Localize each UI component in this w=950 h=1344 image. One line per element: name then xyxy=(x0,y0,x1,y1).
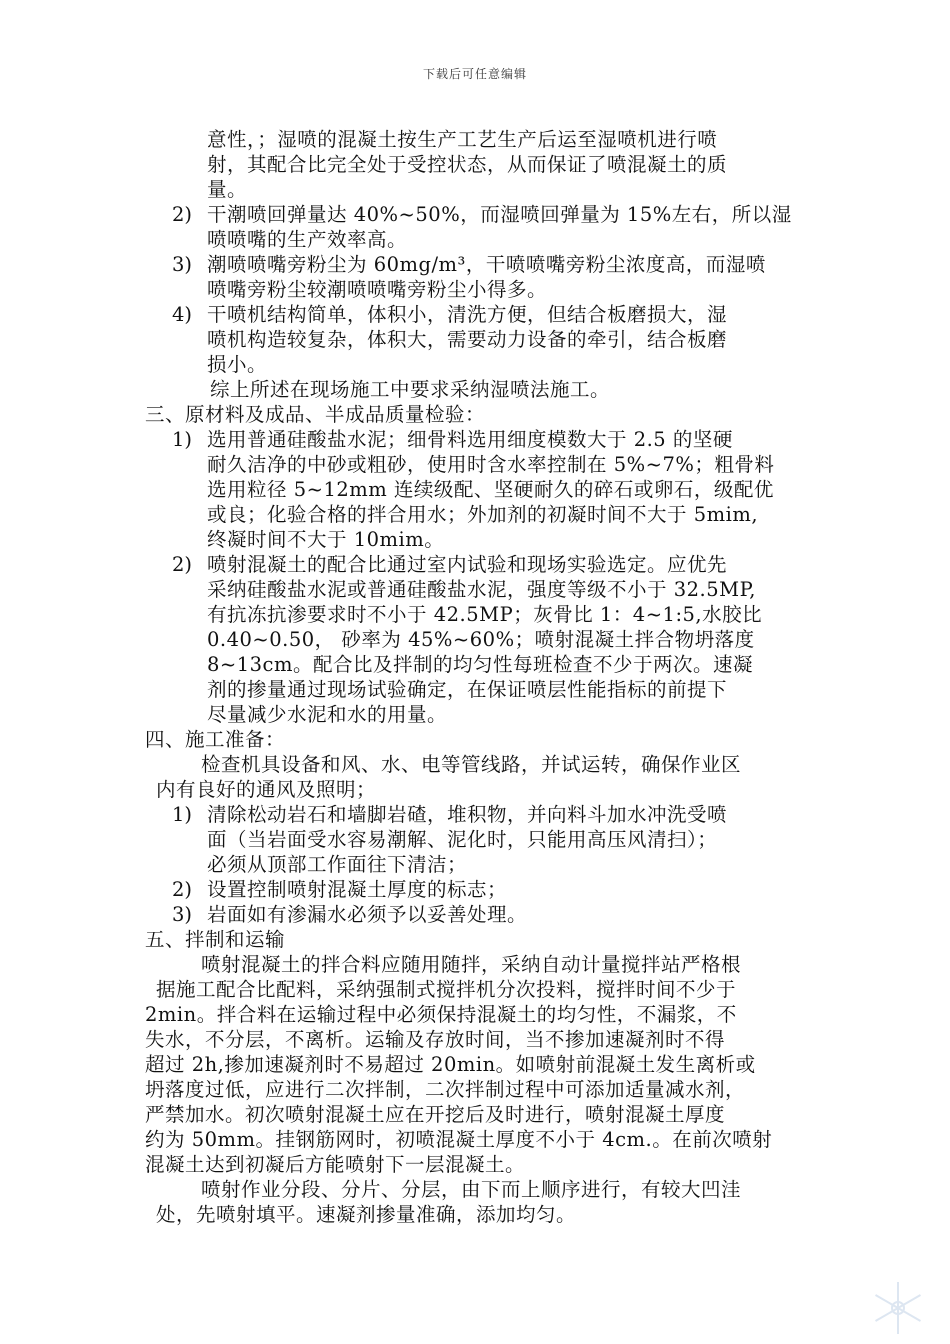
snowflake-watermark-icon xyxy=(868,1278,928,1338)
text-line: 干喷机结构简单，体积小，清洗方便，但结合板磨损大，湿 xyxy=(207,303,728,326)
text-line: 五、拌制和运输 xyxy=(145,928,286,951)
text-line: 选用粒径 5~12mm 连续级配、坚硬耐久的碎石或卵石，级配优 xyxy=(207,478,774,501)
text-line: 失水，不分层，不离析。运输及存放时间，当不掺加速凝剂时不得 xyxy=(145,1028,726,1051)
text-line: 喷机构造较复杂，体积大，需要动力设备的牵引，结合板磨 xyxy=(207,328,728,351)
text-line: 耐久洁净的中砂或粗砂，使用时含水率控制在 5%~7%；粗骨料 xyxy=(207,453,775,476)
text-line: 设置控制喷射混凝土厚度的标志； xyxy=(207,878,508,901)
text-line: 损小。 xyxy=(207,353,268,376)
list-number: 4) xyxy=(172,303,193,326)
list-number: 2) xyxy=(172,203,193,226)
text-line: 检查机具设备和风、水、电等管线路，并试运转，确保作业区 xyxy=(201,753,742,776)
text-line: 喷射混凝土的配合比通过室内试验和现场实验选定。应优先 xyxy=(207,553,728,576)
text-line: 综上所述在现场施工中要求采纳湿喷法施工。 xyxy=(210,378,611,401)
text-line: 干潮喷回弹量达 40%~50%，而湿喷回弹量为 15%左右，所以湿 xyxy=(207,203,792,226)
text-line: 清除松动岩石和墙脚岩碴，堆积物，并向料斗加水冲洗受喷 xyxy=(207,803,728,826)
text-line: 有抗冻抗渗要求时不小于 42.5MP；灰骨比 1：4~1:5,水胶比 xyxy=(207,603,763,626)
text-line: 内有良好的通风及照明； xyxy=(156,778,377,801)
text-line: 据施工配合比配料，采纳强制式搅拌机分次投料，搅拌时间不少于 xyxy=(156,978,737,1001)
text-line: 处，先喷射填平。速凝剂掺量准确，添加均匀。 xyxy=(156,1203,577,1226)
list-number: 2) xyxy=(172,553,193,576)
page-header: 下载后可任意编辑 xyxy=(422,67,527,81)
list-number: 3) xyxy=(172,253,193,276)
text-line: 必须从顶部工作面往下清洁； xyxy=(207,853,468,876)
text-line: 约为 50mm。挂钢筋网时，初喷混凝土厚度不小于 4cm.。在前次喷射 xyxy=(145,1128,773,1151)
list-number: 3) xyxy=(172,903,193,926)
text-line: 坍落度过低，应进行二次拌制，二次拌制过程中可添加适量减水剂， xyxy=(145,1078,746,1101)
text-line: 量。 xyxy=(207,178,248,201)
text-line: 混凝土达到初凝后方能喷射下一层混凝土。 xyxy=(145,1153,526,1176)
text-line: 岩面如有渗漏水必须予以妥善处理。 xyxy=(207,903,528,926)
text-line: 面（当岩面受水容易潮解、泥化时，只能用高压风清扫）； xyxy=(207,828,718,851)
text-line: 喷喷嘴的生产效率高。 xyxy=(207,228,408,251)
text-line: 射，其配合比完全处于受控状态，从而保证了喷混凝土的质 xyxy=(207,153,728,176)
text-line: 剂的掺量通过现场试验确定，在保证喷层性能指标的前提下 xyxy=(207,678,728,701)
text-line: 超过 2h,掺加速凝剂时不易超过 20min。如喷射前混凝土发生离析或 xyxy=(145,1053,756,1076)
list-number: 2) xyxy=(172,878,193,901)
text-line: 终凝时间不大于 10mim。 xyxy=(207,528,445,551)
list-number: 1) xyxy=(172,803,193,826)
text-line: 意性，；湿喷的混凝土按生产工艺生产后运至湿喷机进行喷 xyxy=(207,128,718,151)
text-line: 喷射作业分段、分片、分层，由下而上顺序进行，有较大凹洼 xyxy=(201,1178,742,1201)
list-number: 1) xyxy=(172,428,193,451)
text-line: 采纳硅酸盐水泥或普通硅酸盐水泥，强度等级不小于 32.5MP, xyxy=(207,578,756,601)
text-line: 喷嘴旁粉尘较潮喷喷嘴旁粉尘小得多。 xyxy=(207,278,548,301)
text-line: 喷射混凝土的拌合料应随用随拌，采纳自动计量搅拌站严格根 xyxy=(201,953,742,976)
text-line: 8~13cm。配合比及拌制的均匀性每班检查不少于两次。速凝 xyxy=(207,653,753,676)
text-line: 选用普通硅酸盐水泥；细骨料选用细度模数大于 2.5 的坚硬 xyxy=(207,428,733,451)
text-line: 四、施工准备： xyxy=(145,728,286,751)
text-line: 潮喷喷嘴旁粉尘为 60mg/m³，干喷喷嘴旁粉尘浓度高，而湿喷 xyxy=(207,253,766,276)
text-line: 三、原材料及成品、半成品质量检验： xyxy=(145,403,486,426)
text-line: 0.40~0.50， 砂率为 45%~60%；喷射混凝土拌合物坍落度 xyxy=(207,628,755,651)
text-line: 2min。拌合料在运输过程中必须保持混凝土的均匀性，不漏浆，不 xyxy=(145,1003,737,1026)
text-line: 尽量减少水泥和水的用量。 xyxy=(207,703,448,726)
text-line: 严禁加水。初次喷射混凝土应在开挖后及时进行，喷射混凝土厚度 xyxy=(145,1103,726,1126)
text-line: 或良；化验合格的拌合用水；外加剂的初凝时间不大于 5mim, xyxy=(207,503,759,526)
